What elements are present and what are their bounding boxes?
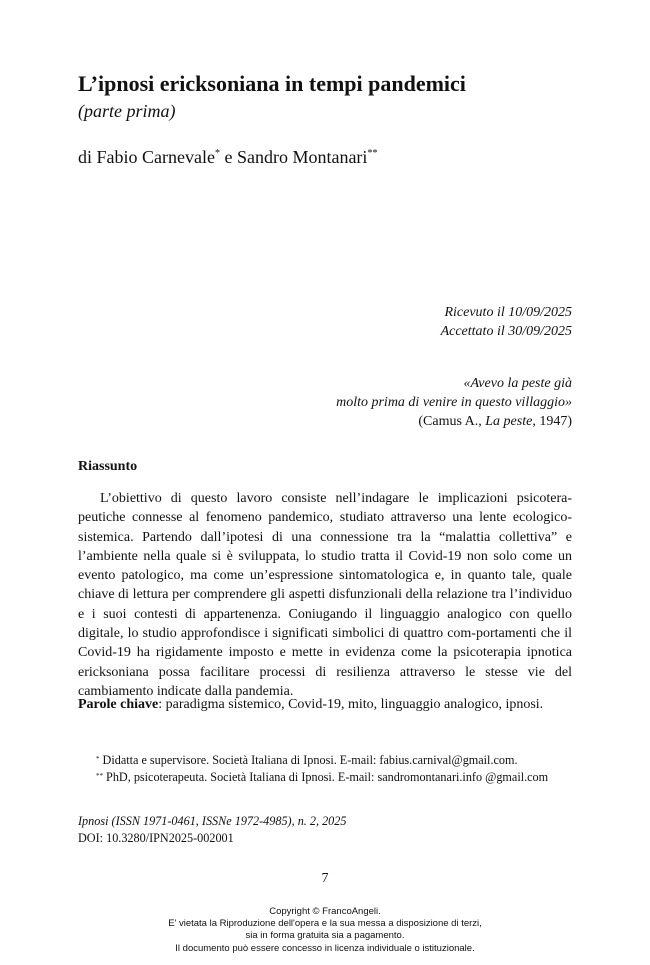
author-line <box>78 145 377 169</box>
article-subtitle: (parte prima) <box>78 101 176 121</box>
epigraph-citation <box>336 412 572 431</box>
received-date: Ricevuto il 10/09/2025 <box>444 305 572 320</box>
footnote-2-text: PhD, psicoterapeuta. Società Italiana di Ipnosi. E-mail: sandromontanari.info @gmail.com <box>103 770 549 784</box>
page-number: 7 <box>321 871 329 886</box>
journal-citation: Ipnosi (ISSN 1971-0461, ISSNe 1972-4985), n. 2, 2025 <box>78 814 347 828</box>
copyright-line1: Copyright © FrancoAngeli. <box>269 906 381 917</box>
submission-dates <box>441 303 572 341</box>
epigraph-quote-line1: «Avevo la peste già <box>463 376 572 391</box>
article-title: L’ipnosi ericksoniana in tempi pandemici <box>78 71 466 96</box>
keywords <box>78 695 572 714</box>
accepted-date: Accettato il 30/09/2025 <box>440 324 572 339</box>
abstract-text: L’obiettivo di questo lavoro consiste nell’indagare le implicazioni psicotera-peutiche connesse al fenomeno pandemico, studiato attraverso una lente ecologico-sistemica. Partendo dall’ipotesi di una connessione tra la “malattia collettiva” e l’ambiente nella quale si è sviluppata, lo studio tratta il Covid-19 non solo come un evento patologico, ma come un’espressione sintomatologica e, in quanto tale, quale chiave di lettura per comprendere gli aspetti disfunzionali della relazione tra l’individuo e i suoi contesti di appartenenza. Coniugando il linguaggio analogico con quello digitale, lo studio approfondisce i significati simbolici di quattro com-portamenti che il Covid-19 ha rigidamente imposto e mette in evidenza come la psicoterapia ipnotica ericksoniana possa facilitare processi di resilienza attraverso le stesse vie del cambiamento indicate dalla pandemia. <box>78 491 572 699</box>
footnote-2-mark: ** <box>96 772 103 780</box>
keywords-text: : paradigma sistemico, Covid-19, mito, linguaggio analogico, ipnosi. <box>158 697 544 712</box>
doi-text: DOI: 10.3280/IPN2025-002001 <box>78 831 234 845</box>
copyright-line4: Il documento può essere concesso in licenza individuale o istituzionale. <box>175 942 475 954</box>
epigraph <box>336 374 572 431</box>
footnote-1-mark: * <box>96 755 100 763</box>
footnote-2 <box>78 769 572 786</box>
footnote-1 <box>78 752 572 769</box>
citation-prefix: (Camus A., <box>418 414 486 429</box>
abstract-heading: Riassunto <box>78 459 138 474</box>
keywords-label: Parole chiave <box>78 697 159 712</box>
copyright-line2: E' vietata la Riproduzione dell'opera e la sua messa a disposizione di terzi, <box>168 918 482 930</box>
author2-footnote-mark: ** <box>367 148 378 159</box>
epigraph-quote-line2: molto prima di venire in questo villaggio» <box>336 395 572 410</box>
footnote-1-text: Didatta e supervisore. Società Italiana di Ipnosi. E-mail: fabius.carnival@gmail.com. <box>99 753 518 767</box>
author-prefix: di Fabio Carnevale <box>78 147 215 167</box>
author-join: e Sandro Montanari <box>219 147 368 167</box>
copyright-line3: sia in forma gratuita sia a pagamento. <box>245 930 405 942</box>
journal-info <box>78 813 346 847</box>
footnotes <box>78 752 572 786</box>
citation-suffix: , 1947) <box>532 414 572 429</box>
author1-footnote-mark: * <box>214 148 220 159</box>
copyright-notice <box>0 906 650 955</box>
citation-title: La peste <box>485 414 533 429</box>
